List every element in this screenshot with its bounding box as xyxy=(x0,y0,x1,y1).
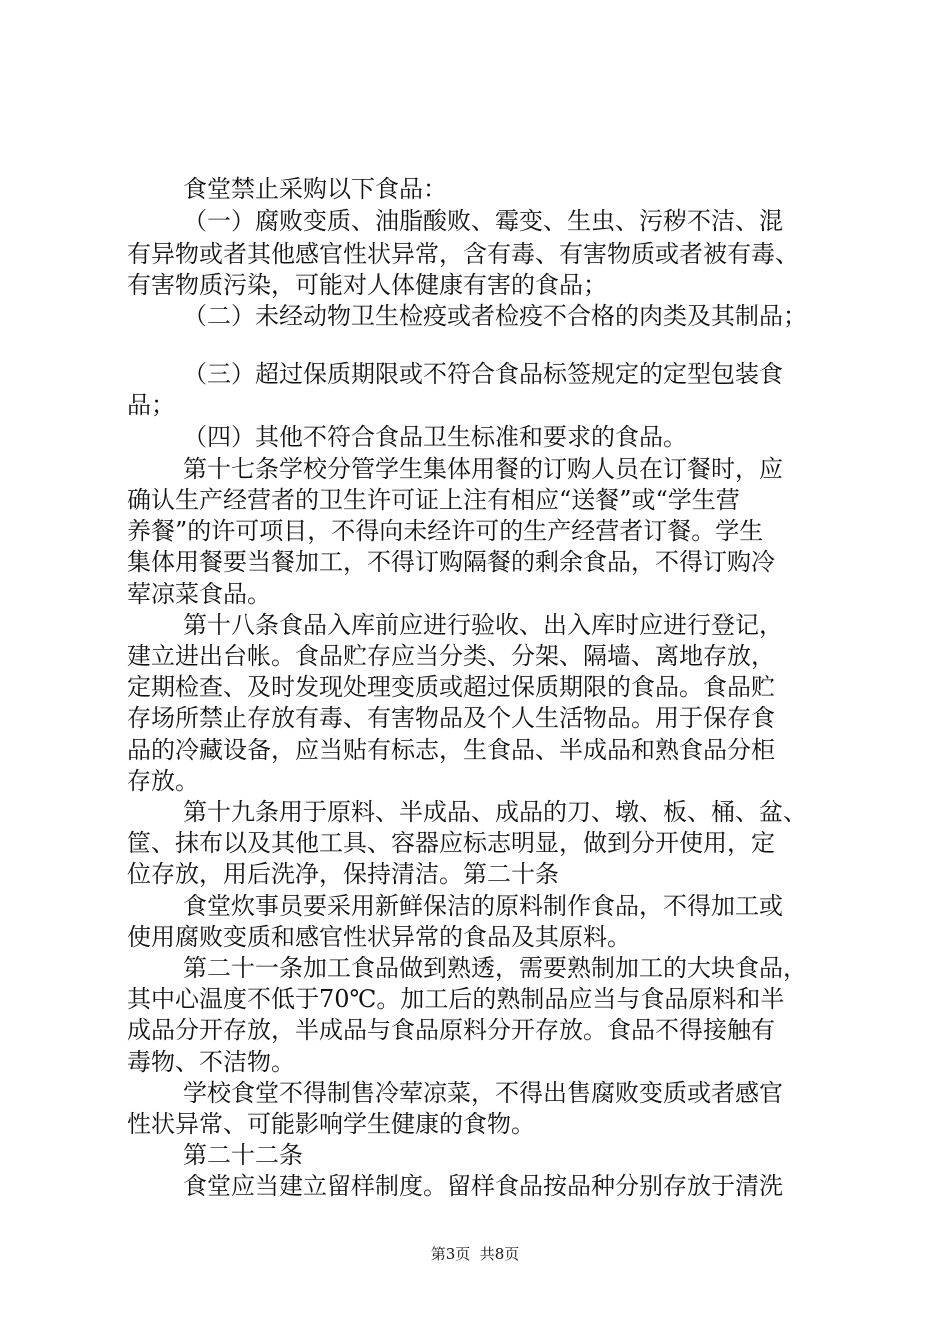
text-line: 第十七条学校分管学生集体用餐的订购人员在订餐时，应 xyxy=(183,455,783,483)
page-number-footer: 第3页 共8页 xyxy=(430,1245,520,1263)
text-line: 定期检查、及时发现处理变质或超过保质期限的食品。食品贮 xyxy=(127,673,775,701)
text-line: 食堂应当建立留样制度。留样食品按品种分别存放于清洗 xyxy=(183,1172,783,1200)
text-line: 存场所禁止存放有毒、有害物品及个人生活物品。用于保存食 xyxy=(127,704,775,732)
text-line: 位存放，用后洗净，保持清洁。第二十条 xyxy=(127,860,559,888)
text-line: （三）超过保质期限或不符合食品标签规定的定型包装食 xyxy=(183,360,783,388)
text-line: 毒物、不洁物。 xyxy=(127,1048,295,1076)
text-line: 使用腐败变质和感官性状异常的食品及其原料。 xyxy=(127,923,631,951)
text-line: （四）其他不符合食品卫生标准和要求的食品。 xyxy=(183,423,687,451)
text-line: 建立进出台帐。食品贮存应当分类、分架、隔墙、离地存放， xyxy=(127,642,775,670)
text-line: （二）未经动物卫生检疫或者检疫不合格的肉类及其制品； xyxy=(183,302,807,330)
text-line: 成品分开存放，半成品与食品原料分开存放。食品不得接触有 xyxy=(127,1016,775,1044)
text-line: 养餐”的许可项目，不得向未经许可的生产经营者订餐。学生 xyxy=(127,517,764,545)
text-line: 筐、抹布以及其他工具、容器应标志明显，做到分开使用，定 xyxy=(127,829,775,857)
text-line: 性状异常、可能影响学生健康的食物。 xyxy=(127,1110,535,1138)
text-line: 学校食堂不得制售冷荤凉菜，不得出售腐败变质或者感官 xyxy=(183,1079,783,1107)
text-line: 荤凉菜食品。 xyxy=(127,580,271,608)
text-line: 有异物或者其他感官性状异常，含有毒、有害物质或者被有毒、 xyxy=(127,240,799,268)
text-line: 有害物质污染，可能对人体健康有害的食品； xyxy=(127,271,607,299)
text-line: 存放。 xyxy=(127,767,199,795)
text-line: 第十九条用于原料、半成品、成品的刀、墩、板、桶、盆、 xyxy=(183,798,807,826)
text-line: 食堂禁止采购以下食品： xyxy=(183,175,447,203)
text-line: 品； xyxy=(127,391,175,419)
text-line: 确认生产经营者的卫生许可证上注有相应“送餐”或“学生营 xyxy=(127,486,740,514)
text-line: 食堂炊事员要采用新鲜保洁的原料制作食品，不得加工或 xyxy=(183,892,783,920)
text-line: 集体用餐要当餐加工，不得订购隔餐的剩余食品，不得订购冷 xyxy=(127,548,775,576)
text-line: 品的冷藏设备，应当贴有标志，生食品、半成品和熟食品分柜 xyxy=(127,736,775,764)
text-line: 其中心温度不低于70℃。加工后的熟制品应当与食品原料和半 xyxy=(127,985,785,1013)
text-line: 第二十二条 xyxy=(183,1141,303,1169)
text-line: 第二十一条加工食品做到熟透，需要熟制加工的大块食品， xyxy=(183,954,807,982)
text-line: 第十八条食品入库前应进行验收、出入库时应进行登记， xyxy=(183,611,783,639)
text-line: （一）腐败变质、油脂酸败、霉变、生虫、污秽不洁、混 xyxy=(183,207,783,235)
